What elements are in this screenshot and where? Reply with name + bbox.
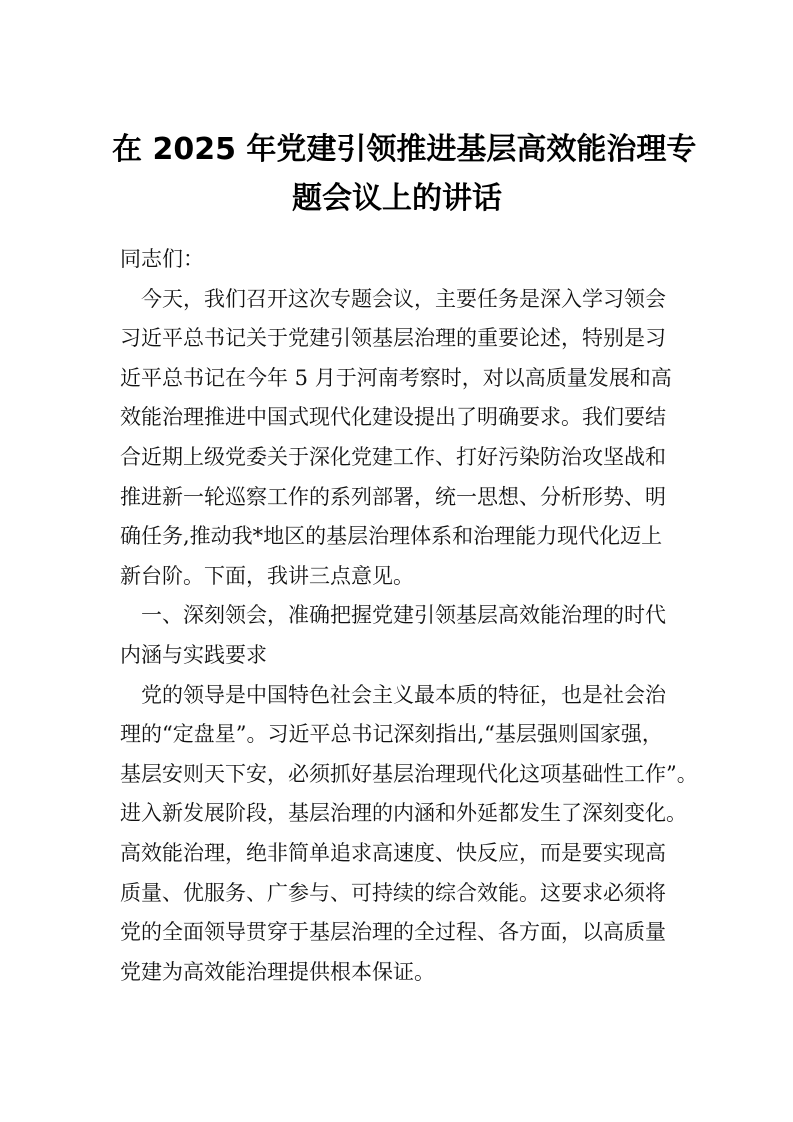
section-heading-1 <box>120 596 673 675</box>
text-line: 理的“定盘星”。习近平总书记深刻指出,“基层强则国家强， <box>120 722 663 747</box>
text-line: 高效能治理，绝非简单追求高速度、快反应，而是要实现高 <box>120 840 666 865</box>
text-line: 进入新发展阶段，基层治理的内涵和外延都发生了深刻变化。 <box>120 801 687 826</box>
text-line: 习近平总书记关于党建引领基层治理的重要论述，特别是习 <box>120 326 666 351</box>
text-line: 确任务,推动我*地区的基层治理体系和治理能力现代化迈上 <box>120 524 663 549</box>
text-line: 基层安则天下安，必须抓好基层治理现代化这项基础性工作”。 <box>120 761 698 786</box>
text-line: 党建为高效能治理提供根本保证。 <box>120 959 435 984</box>
text-line: 党的领导是中国特色社会主义最本质的特征，也是社会治 <box>141 682 666 707</box>
text-line: 效能治理推进中国式现代化建设提出了明确要求。我们要结 <box>120 405 666 430</box>
heading-line: 内涵与实践要求 <box>120 642 267 667</box>
paragraph-opening <box>120 280 673 597</box>
title-line-1: 在 2025 年党建引领推进基层高效能治理专 <box>112 132 697 167</box>
text-line: 推进新一轮巡察工作的系列部署，统一思想、分析形势、明 <box>120 484 666 509</box>
text-line: 近平总书记在今年 5 月于河南考察时，对以高质量发展和高 <box>120 365 672 390</box>
text-line: 今天，我们召开这次专题会议，主要任务是深入学习领会 <box>141 286 666 311</box>
salutation-text: 同志们： <box>120 247 204 271</box>
salutation <box>120 240 673 280</box>
document-body <box>120 240 698 992</box>
document-title <box>112 125 697 223</box>
text-line: 新台阶。下面，我讲三点意见。 <box>120 563 414 588</box>
paragraph-section-1 <box>120 676 698 993</box>
heading-line: 一、深刻领会，准确把握党建引领基层高效能治理的时代 <box>141 603 666 628</box>
text-line: 党的全面领导贯穿于基层治理的全过程、各方面，以高质量 <box>120 920 666 945</box>
text-line: 质量、优服务、广参与、可持续的综合效能。这要求必须将 <box>120 880 666 905</box>
title-line-2: 题会议上的讲话 <box>292 181 502 216</box>
text-line: 合近期上级党委关于深化党建工作、打好污染防治攻坚战和 <box>120 444 666 469</box>
